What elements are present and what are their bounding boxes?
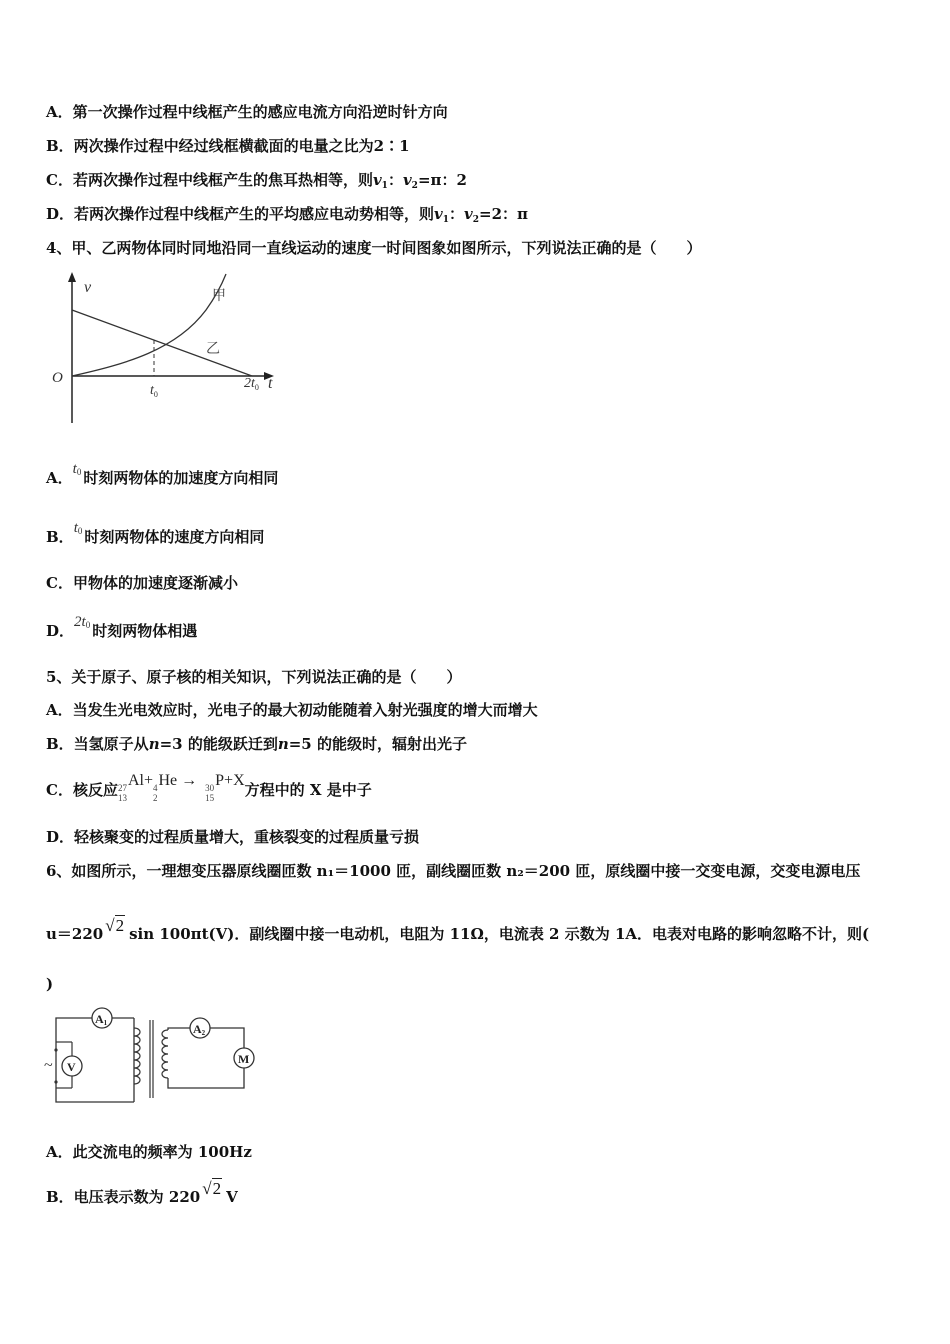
voltmeter-v-label: V (67, 1060, 76, 1074)
q6-stem-line1: 6、如图所示，一理想变压器原线圈匝数 n₁＝1000 匝，副线圈匝数 n₂＝200 匝，原线圈中接一交变电源，交变电源电压 (46, 862, 861, 880)
q6-option-b-unit: V (226, 1188, 238, 1206)
q6-stem-line3: ) (46, 975, 54, 993)
v1-sub: 1 (381, 181, 388, 191)
q5-stem: 5、关于原子、原子核的相关知识，下列说法正确的是（ ） (46, 668, 462, 686)
v2-sub: 2 (472, 215, 479, 225)
origin-label: O (52, 370, 63, 386)
secondary-wire (168, 1028, 190, 1030)
q4-option-d-prefix: D． (46, 622, 75, 640)
q6-stem-text: sin 100πt(V)．副线圈中接一电动机，电阻为 11Ω，电流表 2 示数为 1A．电表对电路的影响忽略不计，则( (129, 925, 870, 943)
n-symbol: n (277, 735, 289, 753)
t0-symbol: t0 (72, 461, 82, 477)
two-t0-label: $2t_0$ (244, 376, 259, 392)
q3-option-c-text: C．若两次操作过程中线框产生的焦耳热相等，则 (46, 171, 373, 189)
q4-option-d-text: 时刻两物体相遇 (92, 622, 198, 640)
transformer-circuit (44, 1006, 270, 1106)
q4-option-a-prefix: A． (46, 469, 73, 487)
q5-option-b-end: =5 的能级时，辐射出光子 (288, 735, 467, 753)
ratio-colon: ： (449, 205, 465, 223)
q3-option-a: A．第一次操作过程中线框产生的感应电流方向沿逆时针方向 (46, 103, 448, 121)
q5-option-b (46, 734, 467, 754)
q3-option-d (46, 204, 528, 230)
ratio-colon: ： (387, 171, 403, 189)
q4-option-a (46, 461, 279, 492)
q5-option-b-text: B．当氢原子从 (46, 735, 149, 753)
v2-symbol: v (464, 205, 473, 223)
q5-option-c-end: 方程中的 X 是中子 (244, 781, 372, 799)
v-label: v (84, 279, 92, 296)
q6-option-b (46, 1179, 238, 1207)
v1-symbol: v (434, 205, 443, 223)
v2-sub: 2 (411, 181, 418, 191)
q5-option-c-text: C．核反应 (46, 781, 118, 799)
q4-option-b-prefix: B． (46, 528, 74, 546)
q5-option-b-mid: =3 的能级跃迁到 (159, 735, 278, 753)
q6-stem-line2 (46, 916, 870, 944)
primary-coil (134, 1028, 140, 1084)
motor-m-label: M (238, 1052, 250, 1066)
q6-option-b-text: B．电压表示数为 220 (46, 1188, 201, 1206)
yi-line (72, 310, 252, 376)
yi-label: 乙 (206, 342, 220, 357)
ammeter-a1-label: A1 (95, 1012, 108, 1027)
v1-sub: 1 (442, 215, 449, 225)
secondary-coil (162, 1030, 168, 1078)
two-t0-symbol: 2t0 (74, 614, 91, 630)
t0-symbol: t0 (73, 520, 83, 536)
v2-symbol: v (402, 171, 412, 189)
v1-symbol: v (372, 171, 382, 189)
q4-stem: 4、甲、乙两物体同时同地沿同一直线运动的速度一时间图象如图所示，下列说法正确的是（ ） (46, 239, 702, 257)
q3-option-c (46, 170, 467, 196)
q4-option-b-text: 时刻两物体的速度方向相同 (84, 528, 265, 546)
q3-option-b: B．两次操作过程中经过线框横截面的电量之比为2∶1 (46, 137, 410, 155)
nuclear-reaction-formula: 27 13 Al+ 4 2 He → 30 15 P+X (117, 772, 245, 803)
v-axis-arrow (68, 272, 76, 282)
ammeter-a2-label: A2 (193, 1022, 206, 1037)
q5-option-d: D．轻核聚变的过程质量增大，重核裂变的过程质量亏损 (46, 828, 420, 846)
q5-option-c (46, 772, 372, 813)
jia-label: 甲 (212, 289, 226, 304)
sqrt-2: √2 (202, 1179, 222, 1198)
q6-option-a: A．此交流电的频率为 100Hz (46, 1143, 252, 1161)
q4-option-d (46, 614, 198, 645)
q4-option-a-text: 时刻两物体的加速度方向相同 (83, 469, 279, 487)
sqrt-2: √2 (105, 916, 125, 935)
q4-vt-graph (46, 268, 286, 428)
ac-source-symbol: ~ (44, 1057, 53, 1074)
q6-voltage-prefix: u＝220 (46, 925, 104, 943)
jia-curve (72, 274, 226, 376)
t0-label: $t_0$ (150, 383, 158, 399)
q4-option-b (46, 520, 265, 551)
q4-option-c: C．甲物体的加速度逐渐减小 (46, 574, 238, 592)
n-symbol: n (148, 735, 160, 753)
t-label: t (268, 375, 273, 392)
q3-option-d-text: D．若两次操作过程中线框产生的平均感应电动势相等，则 (46, 205, 435, 223)
q5-option-a: A．当发生光电效应时，光电子的最大初动能随着入射光强度的增大而增大 (46, 701, 538, 719)
q3-option-c-value: =π：2 (417, 171, 467, 189)
q3-option-d-value: =2：π (479, 205, 528, 223)
